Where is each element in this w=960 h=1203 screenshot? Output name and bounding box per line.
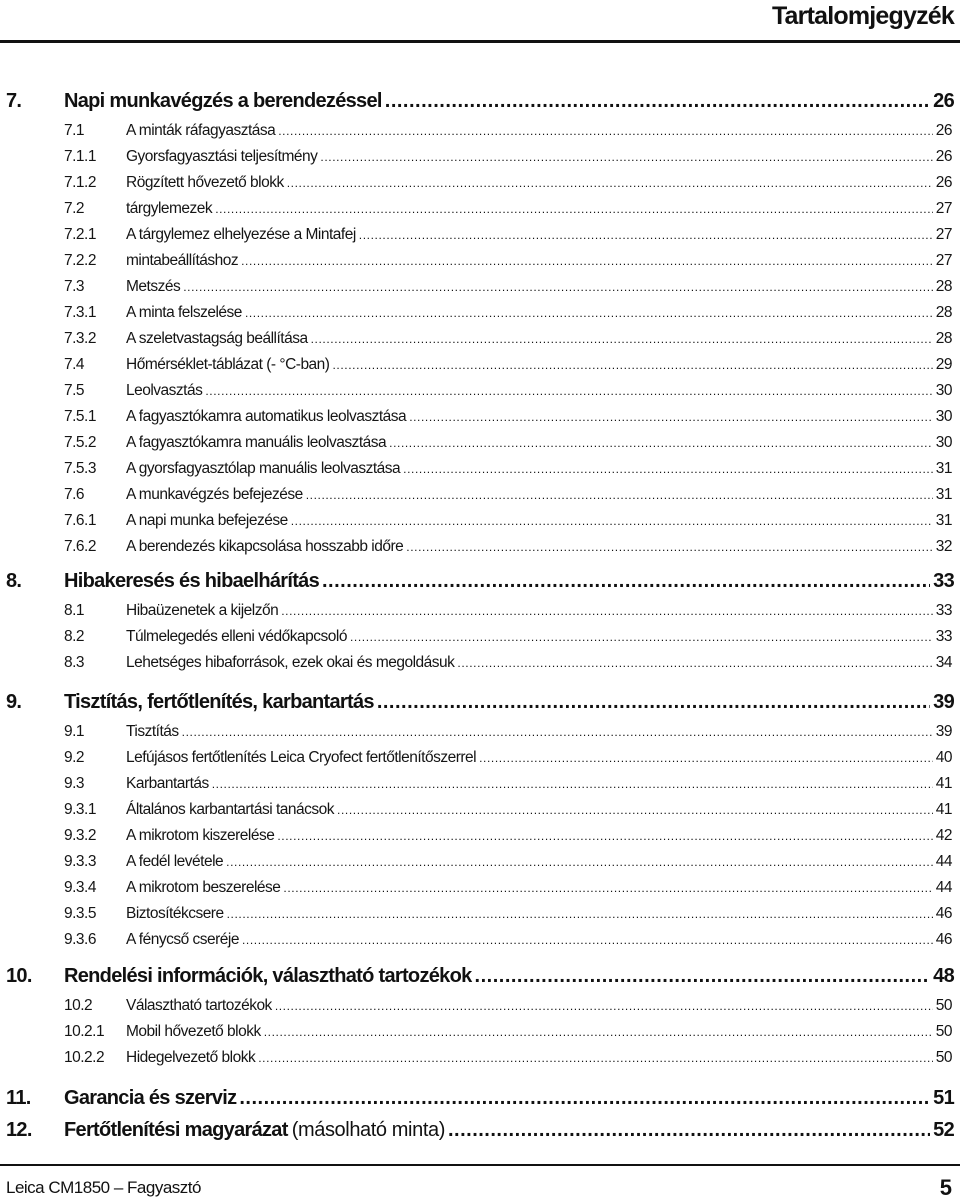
toc-section-entry[interactable] (0, 304, 960, 330)
toc-page-number: 50 (935, 997, 952, 1014)
toc-dot-leader (291, 512, 933, 530)
toc-dot-leader (242, 931, 933, 949)
toc-section-entry[interactable] (0, 997, 960, 1023)
toc-entry-title: A minta felszelése (126, 304, 242, 321)
toc-page-number: 26 (933, 90, 954, 112)
toc-dot-leader (241, 252, 933, 270)
toc-chapter-entry[interactable] (0, 1087, 960, 1119)
toc-entry-title: Rögzített hővezető blokk (126, 174, 284, 191)
footer-rule (0, 1164, 960, 1166)
toc-page-number: 46 (935, 931, 952, 948)
toc-page-number: 26 (935, 148, 952, 165)
toc-dot-leader (306, 486, 933, 504)
toc-entry-title: Hibakeresés és hibaelhárítás (64, 570, 319, 592)
toc-entry-number: 9.3.2 (64, 827, 96, 844)
toc-section-entry[interactable] (0, 723, 960, 749)
toc-chapter-entry[interactable] (0, 691, 960, 723)
footer-page-number: 5 (939, 1175, 952, 1200)
toc-entry-number: 7. (6, 90, 22, 112)
toc-dot-leader (287, 174, 933, 192)
toc-entry-title: Biztosítékcsere (126, 905, 224, 922)
toc-section-entry[interactable] (0, 252, 960, 278)
toc-section-entry[interactable] (0, 148, 960, 174)
toc-entry-number: 7.5 (64, 382, 85, 399)
toc-dot-leader (182, 723, 933, 741)
toc-entry-note: (másolható minta) (291, 1119, 445, 1141)
toc-entry-number: 9.2 (64, 749, 85, 766)
toc-entry-number: 8. (6, 570, 22, 592)
toc-dot-leader (350, 628, 933, 646)
toc-page-number: 28 (935, 278, 952, 295)
toc-entry-number: 7.2 (64, 200, 85, 217)
toc-entry-title: Hőmérséklet-táblázat (- °C-ban) (126, 356, 330, 373)
toc-dot-leader (332, 356, 932, 374)
toc-page-number: 26 (935, 122, 952, 139)
toc-section-entry[interactable] (0, 382, 960, 408)
toc-entry-title: Választható tartozékok (126, 997, 272, 1014)
toc-entry-number: 9.3.4 (64, 879, 96, 896)
toc-dot-leader (385, 90, 930, 113)
toc-dot-leader (278, 122, 933, 140)
toc-dot-leader (322, 570, 930, 593)
toc-dot-leader (245, 304, 933, 322)
toc-dot-leader (226, 853, 933, 871)
toc-dot-leader (183, 278, 933, 296)
toc-entry-title: A mikrotom beszerelése (126, 879, 281, 896)
toc-entry-number: 7.3.1 (64, 304, 96, 321)
toc-entry-title: A munkavégzés befejezése (126, 486, 303, 503)
footer-product-name: Leica CM1850 – Fagyasztó (6, 1178, 201, 1197)
toc-entry-number: 12. (6, 1119, 32, 1141)
toc-dot-leader (212, 775, 933, 793)
toc-entry-number: 8.2 (64, 628, 85, 645)
toc-entry-number: 7.5.3 (64, 460, 96, 477)
toc-entry-number: 7.6.1 (64, 512, 96, 529)
toc-entry-title: Karbantartás (126, 775, 209, 792)
toc-entry-number: 7.2.1 (64, 226, 96, 243)
toc-page-number: 26 (935, 174, 952, 191)
toc-entry-number: 11. (6, 1087, 31, 1109)
toc-chapter-entry[interactable] (0, 90, 960, 122)
toc-page-number: 30 (935, 382, 952, 399)
toc-page-number: 33 (935, 602, 952, 619)
toc-entry-title: Fertőtlenítési magyarázat (64, 1119, 288, 1141)
toc-entry-title: Lehetséges hibaforrások, ezek okai és megoldásuk (126, 654, 455, 671)
toc-section-entry[interactable] (0, 879, 960, 905)
toc-section-entry[interactable] (0, 356, 960, 382)
toc-page-number: 30 (935, 434, 952, 451)
toc-chapter-entry[interactable] (0, 570, 960, 602)
toc-dot-leader (205, 382, 932, 400)
toc-page-number: 50 (935, 1049, 952, 1066)
toc-entry-title: Leolvasztás (126, 382, 203, 399)
toc-page-number: 31 (935, 486, 952, 503)
toc-entry-title: Lefújásos fertőtlenítés Leica Cryofect fertőtlenítőszerrel (126, 749, 477, 766)
toc-dot-leader (215, 200, 933, 218)
toc-entry-number: 7.3 (64, 278, 85, 295)
toc-dot-leader (275, 997, 933, 1015)
toc-entry-title: tárgylemezek (126, 200, 213, 217)
toc-section-entry[interactable] (0, 905, 960, 931)
toc-dot-leader (479, 749, 933, 767)
toc-entry-title: A napi munka befejezése (126, 512, 288, 529)
toc-dot-leader (264, 1023, 933, 1041)
toc-entry-title: Túlmelegedés elleni védőkapcsoló (126, 628, 347, 645)
toc-dot-leader (227, 905, 933, 923)
toc-chapter-entry[interactable] (0, 1119, 960, 1151)
toc-dot-leader (409, 408, 933, 426)
toc-entry-number: 10.2.2 (64, 1049, 105, 1066)
toc-section-entry[interactable] (0, 654, 960, 680)
toc-section-entry[interactable] (0, 330, 960, 356)
toc-entry-title: Hibaüzenetek a kijelzőn (126, 602, 279, 619)
toc-entry-title: A mikrotom kiszerelése (126, 827, 275, 844)
toc-section-entry[interactable] (0, 278, 960, 304)
toc-entry-number: 9.3.5 (64, 905, 96, 922)
toc-entry-title: A fagyasztókamra manuális leolvasztása (126, 434, 387, 451)
toc-entry-number: 7.1.2 (64, 174, 96, 191)
toc-entry-title: Tisztítás (126, 723, 179, 740)
toc-page-number: 40 (935, 749, 952, 766)
toc-page-number: 30 (935, 408, 952, 425)
toc-entry-number: 9.3.3 (64, 853, 96, 870)
toc-entry-title: A gyorsfagyasztólap manuális leolvasztása (126, 460, 401, 477)
toc-entry-title: Garancia és szerviz (64, 1087, 237, 1109)
toc-dot-leader (320, 148, 932, 166)
toc-page-number: 48 (933, 965, 954, 987)
toc-entry-number: 7.6 (64, 486, 85, 503)
toc-page-number: 50 (935, 1023, 952, 1040)
toc-dot-leader (475, 965, 931, 988)
page-footer (0, 1164, 960, 1203)
toc-entry-number: 7.3.2 (64, 330, 96, 347)
toc-entry-number: 7.5.1 (64, 408, 96, 425)
toc-entry-title: Napi munkavégzés a berendezéssel (64, 90, 382, 112)
toc-section-entry[interactable] (0, 174, 960, 200)
toc-dot-leader (377, 691, 930, 714)
toc-section-entry[interactable] (0, 775, 960, 801)
toc-page-number: 32 (935, 538, 952, 555)
toc-section-entry[interactable] (0, 460, 960, 486)
toc-entry-number: 7.1 (64, 122, 85, 139)
toc-page-number: 39 (935, 723, 952, 740)
toc-entry-number: 9.3.1 (64, 801, 96, 818)
toc-page-number: 34 (935, 654, 952, 671)
toc-page-number: 46 (935, 905, 952, 922)
toc-page-number: 44 (935, 853, 952, 870)
toc-dot-leader (403, 460, 933, 478)
toc-page-number: 51 (933, 1087, 954, 1109)
toc-section-entry[interactable] (0, 512, 960, 538)
toc-page-number: 28 (935, 304, 952, 321)
toc-entry-number: 7.2.2 (64, 252, 96, 269)
toc-dot-leader (389, 434, 933, 452)
toc-page-number: 27 (935, 252, 952, 269)
page-title: Tartalomjegyzék (771, 2, 954, 30)
toc-section-entry[interactable] (0, 486, 960, 512)
toc-page-number: 52 (933, 1119, 954, 1141)
toc-entry-title: mintabeállításhoz (126, 252, 239, 269)
toc-entry-title: A szeletvastagság beállítása (126, 330, 308, 347)
toc-page-number: 41 (935, 775, 952, 792)
toc-page-number: 31 (935, 460, 952, 477)
toc-entry-number: 9.3 (64, 775, 85, 792)
toc-dot-leader (283, 879, 932, 897)
toc-page-number: 33 (933, 570, 954, 592)
toc-page-number: 29 (935, 356, 952, 373)
toc-section-entry[interactable] (0, 538, 960, 564)
toc-entry-number: 8.3 (64, 654, 85, 671)
toc-entry-title: A minták ráfagyasztása (126, 122, 276, 139)
toc-dot-leader (448, 1119, 930, 1142)
toc-dot-leader (337, 801, 933, 819)
toc-entry-number: 7.6.2 (64, 538, 96, 555)
toc-page-number: 28 (935, 330, 952, 347)
toc-dot-leader (359, 226, 933, 244)
page-header (0, 0, 960, 44)
header-rule (0, 40, 960, 43)
toc-page-number: 27 (935, 200, 952, 217)
toc-section-entry[interactable] (0, 122, 960, 148)
toc-entry-title: Általános karbantartási tanácsok (126, 801, 335, 818)
toc-dot-leader (311, 330, 933, 348)
toc-chapter-entry[interactable] (0, 965, 960, 997)
toc-section-entry[interactable] (0, 226, 960, 252)
toc-section-entry[interactable] (0, 749, 960, 775)
toc-entry-number: 8.1 (64, 602, 85, 619)
toc-page-number: 39 (933, 691, 954, 713)
toc-entry-number: 10.2 (64, 997, 93, 1014)
toc-entry-title: Gyorsfagyasztási teljesítmény (126, 148, 318, 165)
toc-section-entry[interactable] (0, 1049, 960, 1075)
toc-page-number: 27 (935, 226, 952, 243)
toc-section-entry[interactable] (0, 200, 960, 226)
toc-dot-leader (406, 538, 932, 556)
toc-entry-title: A berendezés kikapcsolása hosszabb időre (126, 538, 404, 555)
toc-entry-number: 9.3.6 (64, 931, 96, 948)
toc-entry-number: 9. (6, 691, 22, 713)
toc-section-entry[interactable] (0, 827, 960, 853)
toc-section-entry[interactable] (0, 602, 960, 628)
toc-entry-number: 10.2.1 (64, 1023, 105, 1040)
toc-section-entry[interactable] (0, 801, 960, 827)
toc-section-entry[interactable] (0, 408, 960, 434)
toc-entry-title: A fagyasztókamra automatikus leolvasztása (126, 408, 407, 425)
toc-section-entry[interactable] (0, 853, 960, 879)
toc-dot-leader (457, 654, 932, 672)
toc-entry-number: 7.5.2 (64, 434, 96, 451)
toc-entry-title: Rendelési információk, választható tartozékok (64, 965, 472, 987)
toc-entry-title: Metszés (126, 278, 181, 295)
toc-section-entry[interactable] (0, 628, 960, 654)
toc-section-entry[interactable] (0, 931, 960, 957)
toc-entry-title: A fedél levétele (126, 853, 224, 870)
toc-entry-number: 7.1.1 (64, 148, 96, 165)
toc-page-number: 44 (935, 879, 952, 896)
toc-entry-title: Hidegelvezető blokk (126, 1049, 256, 1066)
toc-dot-leader (258, 1049, 933, 1067)
toc-entry-number: 10. (6, 965, 32, 987)
toc-entry-title: A fénycső cseréje (126, 931, 239, 948)
toc-section-entry[interactable] (0, 434, 960, 460)
toc-page-number: 42 (935, 827, 952, 844)
toc-page-number: 31 (935, 512, 952, 529)
toc-entry-title: Mobil hővezető blokk (126, 1023, 261, 1040)
toc-page-number: 33 (935, 628, 952, 645)
toc-section-entry[interactable] (0, 1023, 960, 1049)
toc-entry-number: 7.4 (64, 356, 85, 373)
toc-entry-number: 9.1 (64, 723, 85, 740)
toc-dot-leader (281, 602, 933, 620)
toc-entry-title: A tárgylemez elhelyezése a Mintafej (126, 226, 356, 243)
toc-entry-title: Tisztítás, fertőtlenítés, karbantartás (64, 691, 374, 713)
toc-page-number: 41 (935, 801, 952, 818)
toc-dot-leader (277, 827, 932, 845)
toc-dot-leader (239, 1087, 930, 1110)
